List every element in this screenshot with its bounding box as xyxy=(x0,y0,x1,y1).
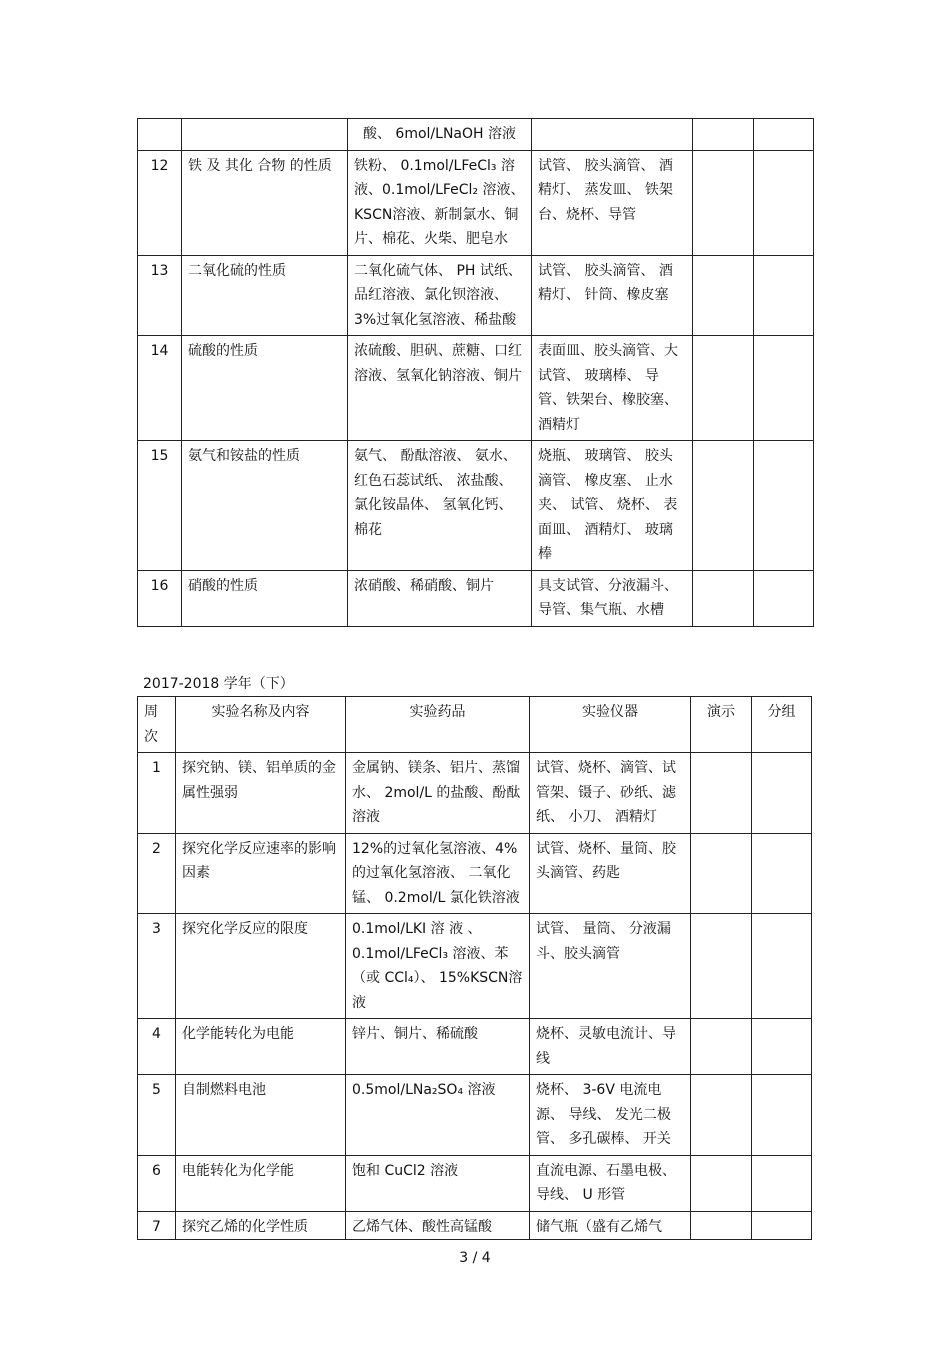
header-demo: 演示 xyxy=(691,697,752,753)
experiment-table-spring xyxy=(137,696,812,1240)
demo-cell xyxy=(691,833,752,914)
group-cell xyxy=(752,1019,812,1075)
table-row xyxy=(138,570,814,626)
header-group: 分组 xyxy=(752,697,812,753)
table-row xyxy=(138,150,814,255)
experiment-name: 铁 及 其化 合物 的性质 xyxy=(182,150,348,255)
group-cell xyxy=(752,753,812,834)
experiment-name: 自制燃料电池 xyxy=(176,1075,346,1156)
header-reagents: 实验药品 xyxy=(346,697,530,753)
row-number: 15 xyxy=(138,441,182,571)
reagents-cell: 12%的过氧化氢溶液、4%的过氧化氢溶液、 二氧化锰、 0.2mol/L 氯化铁溶液 xyxy=(346,833,530,914)
reagents-cell: 锌片、铜片、稀硫酸 xyxy=(346,1019,530,1075)
equipment-cell: 试管、 胶头滴管、 酒精灯、 针筒、橡皮塞 xyxy=(532,255,693,336)
group-cell xyxy=(752,833,812,914)
table-row xyxy=(138,1155,812,1211)
reagents-cell: 0.5mol/LNa₂SO₄ 溶液 xyxy=(346,1075,530,1156)
experiment-table-continued xyxy=(137,118,814,627)
equipment-cell: 表面皿、胶头滴管、大试管、 玻璃棒、 导管、铁架台、橡胶塞、酒精灯 xyxy=(532,336,693,441)
demo-cell xyxy=(691,1155,752,1211)
equipment-cell: 试管、烧杯、量筒、胶头滴管、药匙 xyxy=(530,833,691,914)
group-cell xyxy=(754,119,814,151)
reagents-cell: 0.1mol/LKI 溶 液 、0.1mol/LFeCl₃ 溶液、苯（或 CCl₄）、 15%KSCN溶液 xyxy=(346,914,530,1019)
row-number: 7 xyxy=(138,1211,176,1240)
reagents-cell: 铁粉、 0.1mol/LFeCl₃ 溶液、0.1mol/LFeCl₂ 溶液、KSCN溶液、新制氯水、铜片、棉花、火柴、肥皂水 xyxy=(348,150,532,255)
table-row xyxy=(138,833,812,914)
group-cell xyxy=(754,336,814,441)
equipment-cell: 试管、烧杯、滴管、试管架、镊子、砂纸、滤纸、 小刀、 酒精灯 xyxy=(530,753,691,834)
group-cell xyxy=(752,1155,812,1211)
table-row xyxy=(138,1019,812,1075)
reagents-cell: 二氧化硫气体、 PH 试纸、品红溶液、氯化钡溶液、 3%过氧化氢溶液、稀盐酸 xyxy=(348,255,532,336)
row-number: 16 xyxy=(138,570,182,626)
reagents-cell: 饱和 CuCl2 溶液 xyxy=(346,1155,530,1211)
row-number: 3 xyxy=(138,914,176,1019)
reagents-cell: 酸、 6mol/LNaOH 溶液 xyxy=(348,119,532,151)
table-row xyxy=(138,914,812,1019)
reagents-cell: 金属钠、镁条、铝片、蒸馏水、 2mol/L 的盐酸、酚酞溶液 xyxy=(346,753,530,834)
demo-cell xyxy=(691,1075,752,1156)
row-number: 5 xyxy=(138,1075,176,1156)
experiment-name: 硫酸的性质 xyxy=(182,336,348,441)
group-cell xyxy=(754,150,814,255)
row-number: 2 xyxy=(138,833,176,914)
group-cell xyxy=(752,1211,812,1240)
table-row xyxy=(138,255,814,336)
table-row xyxy=(138,1211,812,1240)
demo-cell xyxy=(693,119,754,151)
row-number: 4 xyxy=(138,1019,176,1075)
header-experiment-name: 实验名称及内容 xyxy=(176,697,346,753)
table-row xyxy=(138,1075,812,1156)
equipment-cell: 烧杯、灵敏电流计、导线 xyxy=(530,1019,691,1075)
group-cell xyxy=(752,1075,812,1156)
row-number: 6 xyxy=(138,1155,176,1211)
equipment-cell: 试管、 胶头滴管、 酒精灯、 蒸发皿、 铁架台、烧杯、导管 xyxy=(532,150,693,255)
row-number: 12 xyxy=(138,150,182,255)
experiment-name: 化学能转化为电能 xyxy=(176,1019,346,1075)
experiment-name: 探究化学反应的限度 xyxy=(176,914,346,1019)
equipment-cell: 试管、 量筒、 分液漏斗、胶头滴管 xyxy=(530,914,691,1019)
demo-cell xyxy=(693,441,754,571)
demo-cell xyxy=(691,753,752,834)
table-row xyxy=(138,336,814,441)
reagents-cell: 浓硫酸、胆矾、蔗糖、口红溶液、氢氧化钠溶液、铜片 xyxy=(348,336,532,441)
row-number: 13 xyxy=(138,255,182,336)
reagents-cell: 乙烯气体、酸性高锰酸 xyxy=(346,1211,530,1240)
reagents-cell: 浓硝酸、稀硝酸、铜片 xyxy=(348,570,532,626)
header-week: 周次 xyxy=(138,697,176,753)
page-number: 3 / 4 xyxy=(459,1250,491,1266)
experiment-name: 探究化学反应速率的影响因素 xyxy=(176,833,346,914)
equipment-cell: 直流电源、石墨电极、导线、 U 形管 xyxy=(530,1155,691,1211)
group-cell xyxy=(754,441,814,571)
demo-cell xyxy=(691,914,752,1019)
table-row xyxy=(138,119,814,151)
table-row xyxy=(138,441,814,571)
equipment-cell: 具支试管、分液漏斗、导管、集气瓶、水槽 xyxy=(532,570,693,626)
experiment-name: 电能转化为化学能 xyxy=(176,1155,346,1211)
header-row xyxy=(138,697,812,753)
row-number xyxy=(138,119,182,151)
experiment-name: 探究乙烯的化学性质 xyxy=(176,1211,346,1240)
equipment-cell: 烧瓶、 玻璃管、 胶头滴管、 橡皮塞、 止水夹、 试管、 烧杯、 表面皿、 酒精灯、 玻璃棒 xyxy=(532,441,693,571)
equipment-cell: 烧杯、 3-6V 电流电源、 导线、 发光二极管、 多孔碳棒、 开关 xyxy=(530,1075,691,1156)
experiment-name xyxy=(182,119,348,151)
row-number: 1 xyxy=(138,753,176,834)
experiment-name: 氨气和铵盐的性质 xyxy=(182,441,348,571)
equipment-cell: 储气瓶（盛有乙烯气 xyxy=(530,1211,691,1240)
demo-cell xyxy=(691,1211,752,1240)
group-cell xyxy=(752,914,812,1019)
group-cell xyxy=(754,255,814,336)
group-cell xyxy=(754,570,814,626)
semester-caption: 2017-2018 学年（下） xyxy=(143,676,294,692)
equipment-cell xyxy=(532,119,693,151)
experiment-name: 探究钠、镁、铝单质的金属性强弱 xyxy=(176,753,346,834)
header-equipment: 实验仪器 xyxy=(530,697,691,753)
demo-cell xyxy=(693,336,754,441)
reagents-cell: 氨气、 酚酞溶液、 氨水、红色石蕊试纸、 浓盐酸、氯化铵晶体、 氢氧化钙、棉花 xyxy=(348,441,532,571)
experiment-name: 二氧化硫的性质 xyxy=(182,255,348,336)
demo-cell xyxy=(693,255,754,336)
row-number: 14 xyxy=(138,336,182,441)
demo-cell xyxy=(691,1019,752,1075)
demo-cell xyxy=(693,570,754,626)
table-row xyxy=(138,753,812,834)
experiment-name: 硝酸的性质 xyxy=(182,570,348,626)
demo-cell xyxy=(693,150,754,255)
